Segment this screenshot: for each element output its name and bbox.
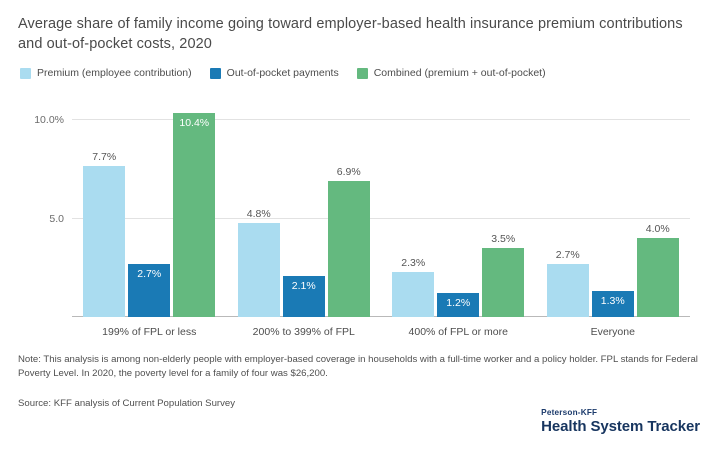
bar-value-label: 2.7% <box>555 248 580 261</box>
bar[interactable] <box>437 293 479 317</box>
bar-value-label: 3.5% <box>491 233 516 246</box>
page-title: Average share of family income going toward employer-based health insurance premium contributions and out-of-pocket costs, 2020 <box>18 16 683 52</box>
legend-label-combined: Combined (premium + out-of-pocket) <box>373 67 546 79</box>
bar[interactable] <box>592 291 634 317</box>
y-tick-5: 5.0 <box>49 212 64 225</box>
bar-value-label: 2.1% <box>291 279 316 292</box>
bar-groups <box>72 91 690 317</box>
brand-logo <box>541 408 700 435</box>
bar[interactable] <box>83 150 125 317</box>
x-axis-label: Everyone <box>590 326 635 338</box>
legend-label-out-of-pocket: Out-of-pocket payments <box>226 67 339 79</box>
x-axis-label: 200% to 399% of FPL <box>252 326 355 338</box>
bar-value-label: 6.9% <box>336 166 361 179</box>
legend-swatch-combined <box>357 68 368 79</box>
chart-plot-area <box>18 91 702 343</box>
bar[interactable] <box>328 166 370 317</box>
chart-legend <box>20 67 702 79</box>
bar-value-label: 1.3% <box>600 295 625 308</box>
chart-source: Source: KFF analysis of Current Population Survey <box>18 398 236 409</box>
bar[interactable] <box>128 264 170 317</box>
grid-area <box>72 91 690 317</box>
bar[interactable] <box>238 207 280 317</box>
bar-value-label: 7.7% <box>92 150 117 163</box>
bar-group <box>227 91 382 317</box>
bar-group <box>72 91 227 317</box>
x-axis-label: 400% of FPL or more <box>408 326 508 338</box>
legend-swatch-out-of-pocket <box>210 68 221 79</box>
bar-value-label: 10.4% <box>179 116 210 129</box>
bar[interactable] <box>283 276 325 317</box>
brand-top-text: Peterson-KFF <box>541 408 598 417</box>
bar[interactable] <box>392 256 434 317</box>
bar[interactable] <box>637 223 679 317</box>
bar-value-label: 1.2% <box>446 297 471 310</box>
y-tick-10: 10.0% <box>34 114 64 127</box>
bar[interactable] <box>482 233 524 317</box>
bar[interactable] <box>173 113 215 317</box>
legend-swatch-premium <box>20 68 31 79</box>
x-axis-label: 199% of FPL or less <box>102 326 197 338</box>
legend-label-premium: Premium (employee contribution) <box>37 67 192 79</box>
bar-group <box>536 91 691 317</box>
bar-group <box>381 91 536 317</box>
bar-value-label: 2.3% <box>401 256 426 269</box>
legend-item-combined[interactable] <box>357 67 546 79</box>
chart-note: Note: This analysis is among non-elderly people with employer-based coverage in households with a full-time worker and a policy holder. FPL stands for Federal Poverty Level. In 2020, the poverty level for a family of four was $26,200. <box>18 354 698 379</box>
bar[interactable] <box>547 248 589 317</box>
x-axis-labels <box>72 319 690 343</box>
legend-item-out-of-pocket[interactable] <box>210 67 339 79</box>
y-axis <box>18 91 72 343</box>
bar-value-label: 2.7% <box>137 267 162 280</box>
legend-item-premium[interactable] <box>20 67 192 79</box>
brand-main-text: Health System Tracker <box>541 418 700 435</box>
bar-value-label: 4.8% <box>246 207 271 220</box>
bar-value-label: 4.0% <box>645 223 670 236</box>
